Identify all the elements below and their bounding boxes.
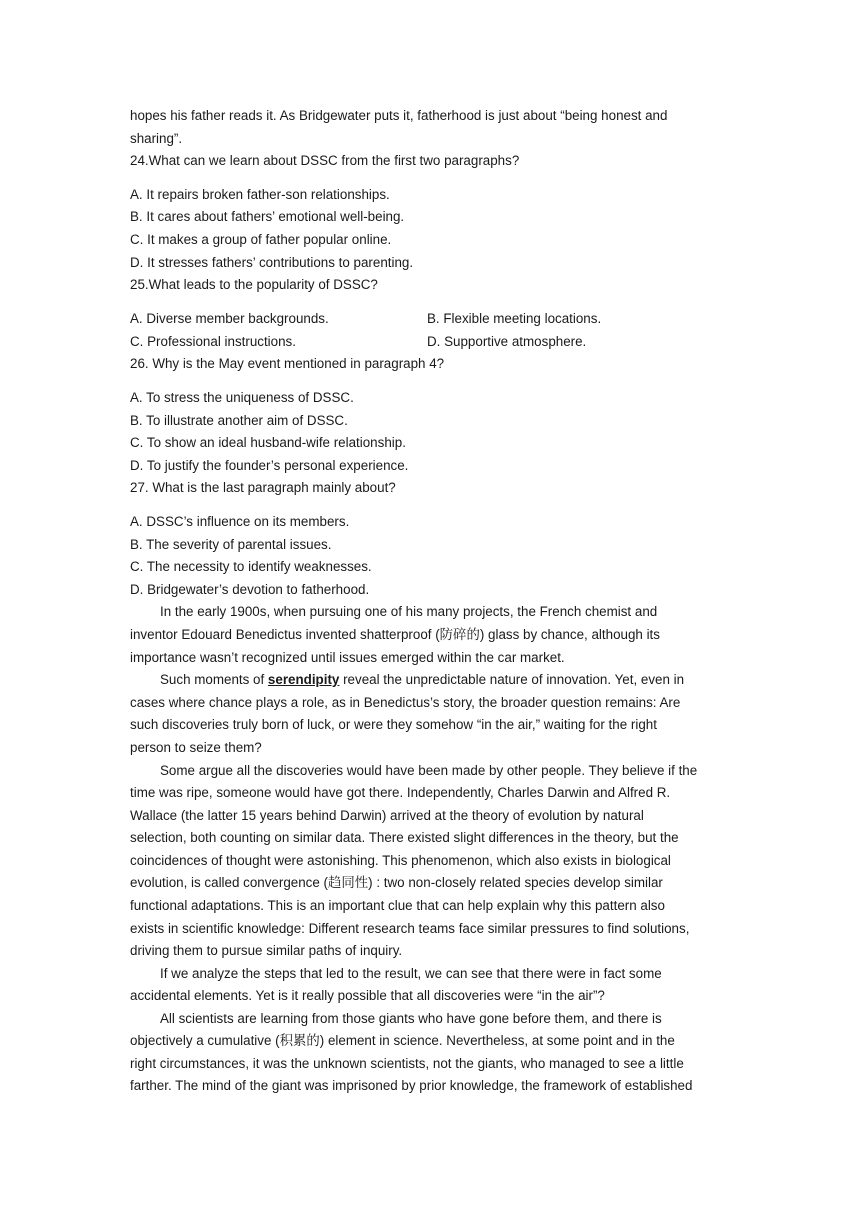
passage-p3-line: driving them to pursue similar paths of inquiry.: [130, 943, 403, 958]
passage-p2-line: cases where chance plays a role, as in Benedictus’s story, the broader question remains: Are: [130, 695, 681, 710]
question-27-option-c: C. The necessity to identify weaknesses.: [130, 559, 372, 574]
question-27-option-a: A. DSSC’s influence on its members.: [130, 514, 350, 529]
passage-p2-line: [160, 672, 684, 688]
passage-p1-line: importance wasn’t recognized until issues emerged within the car market.: [130, 650, 565, 665]
passage-p3-line: time was ripe, someone would have got there. Independently, Charles Darwin and Alfred R.: [130, 785, 671, 800]
question-26-option-a: A. To stress the uniqueness of DSSC.: [130, 390, 354, 405]
question-25-option-d: D. Supportive atmosphere.: [427, 334, 587, 349]
question-27-option-d: D. Bridgewater’s devotion to fatherhood.: [130, 582, 370, 597]
question-25-option-c: C. Professional instructions.: [130, 334, 296, 349]
passage-p2-line: such discoveries truly born of luck, or were they somehow “in the air,” waiting for the right: [130, 717, 657, 732]
intro-line: sharing”.: [130, 131, 183, 146]
passage-p3-line: Some argue all the discoveries would have been made by other people. They believe if the: [160, 763, 698, 778]
passage-p3-line: Wallace (the latter 15 years behind Darwin) arrived at the theory of evolution by natural: [130, 808, 644, 823]
passage-p2-text: reveal the unpredictable nature of innovation. Yet, even in: [339, 672, 685, 687]
question-24-stem: 24.What can we learn about DSSC from the first two paragraphs?: [130, 153, 520, 168]
passage-p5-line: All scientists are learning from those giants who have gone before them, and there is: [160, 1011, 662, 1026]
passage-p3-line: evolution, is called convergence (趋同性) : two non-closely related species develop similar: [130, 875, 663, 890]
question-27-option-b: B. The severity of parental issues.: [130, 537, 332, 552]
passage-p4-line: accidental elements. Yet is it really possible that all discoveries were “in the air”?: [130, 988, 605, 1003]
question-24-option-b: B. It cares about fathers’ emotional well-being.: [130, 209, 405, 224]
question-25-option-a: A. Diverse member backgrounds.: [130, 311, 329, 326]
passage-p2-text: Such moments of: [160, 672, 268, 687]
passage-p2-line: person to seize them?: [130, 740, 262, 755]
question-26-option-d: D. To justify the founder’s personal experience.: [130, 458, 409, 473]
intro-line: hopes his father reads it. As Bridgewater puts it, fatherhood is just about “being honest and: [130, 108, 668, 123]
passage-p3-line: coincidences of thought were astonishing. This phenomenon, which also exists in biological: [130, 853, 671, 868]
passage-p5-line: right circumstances, it was the unknown scientists, not the giants, who managed to see a little: [130, 1056, 684, 1071]
question-24-option-d: D. It stresses fathers’ contributions to parenting.: [130, 255, 414, 270]
passage-p5-line: farther. The mind of the giant was imprisoned by prior knowledge, the framework of established: [130, 1078, 693, 1093]
question-25-option-b: B. Flexible meeting locations.: [427, 311, 602, 326]
passage-p1-line: inventor Edouard Benedictus invented shatterproof (防碎的) glass by chance, although its: [130, 627, 660, 642]
question-24-option-a: A. It repairs broken father-son relationships.: [130, 187, 390, 202]
passage-p1-line: In the early 1900s, when pursuing one of his many projects, the French chemist and: [160, 604, 658, 619]
question-24-option-c: C. It makes a group of father popular online.: [130, 232, 392, 247]
keyword-serendipity: serendipity: [267, 672, 340, 687]
passage-p4-line: If we analyze the steps that led to the result, we can see that there were in fact some: [160, 966, 662, 981]
question-26-option-c: C. To show an ideal husband-wife relationship.: [130, 435, 406, 450]
question-27-stem: 27. What is the last paragraph mainly about?: [130, 480, 396, 495]
passage-p3-line: exists in scientific knowledge: Different research teams face similar pressures to find solutions,: [130, 921, 690, 936]
question-25-stem: 25.What leads to the popularity of DSSC?: [130, 277, 378, 292]
question-26-stem: 26. Why is the May event mentioned in paragraph 4?: [130, 356, 445, 371]
question-26-option-b: B. To illustrate another aim of DSSC.: [130, 413, 348, 428]
passage-p3-line: selection, both counting on similar data. There existed slight differences in the theory, but the: [130, 830, 679, 845]
passage-p3-line: functional adaptations. This is an important clue that can help explain why this pattern also: [130, 898, 665, 913]
passage-p5-line: objectively a cumulative (积累的) element in science. Nevertheless, at some point and in the: [130, 1033, 675, 1048]
